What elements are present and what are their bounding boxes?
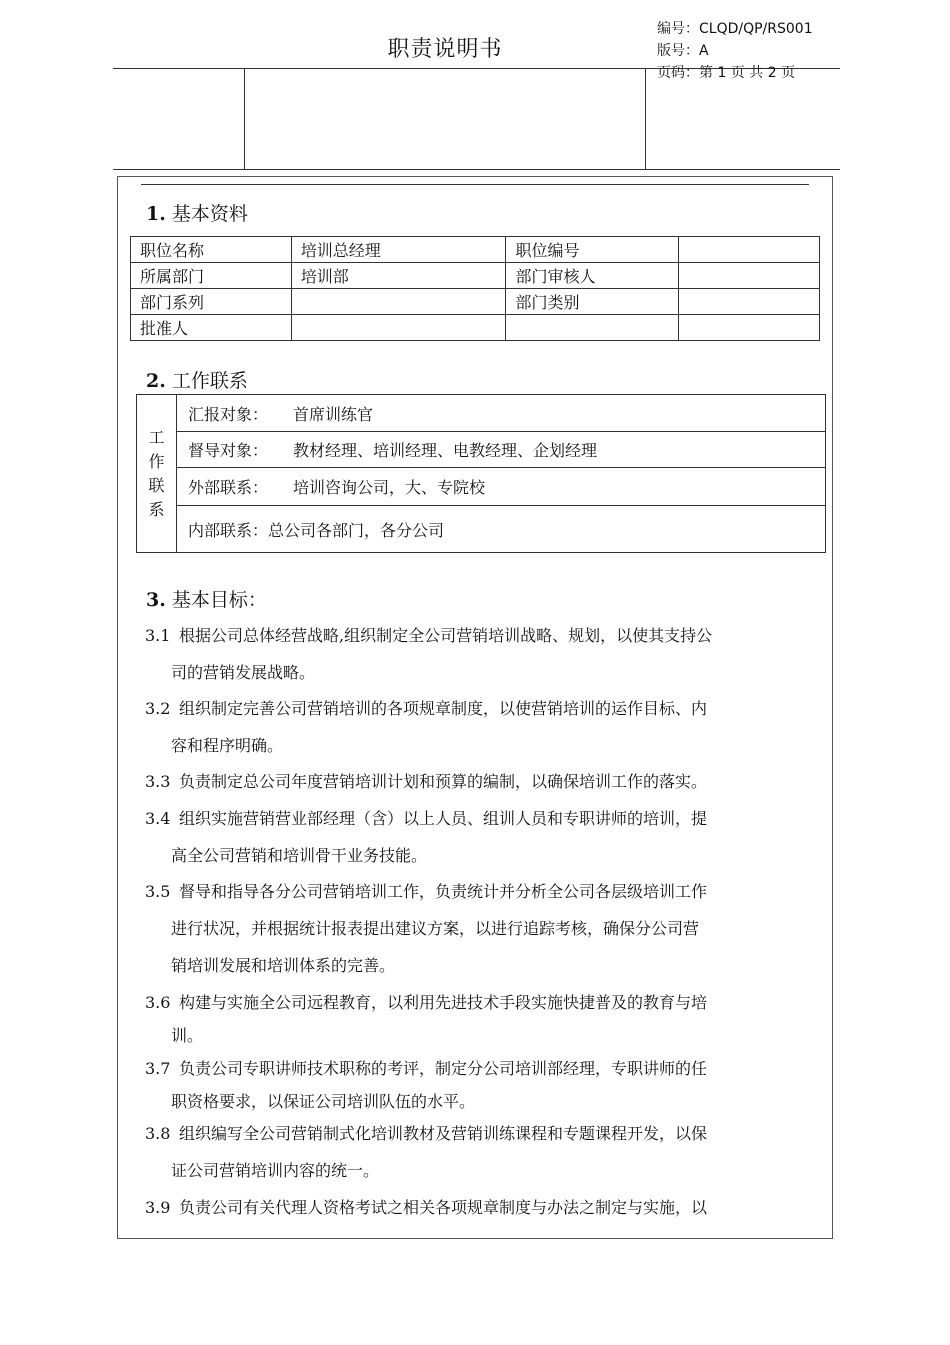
table-cell: 部门类别 — [506, 289, 679, 315]
objective-item — [145, 763, 811, 800]
contact-label: 内部联系： — [188, 520, 269, 540]
document-title: 职责说明书 — [387, 37, 503, 62]
contact-value: 首席训练官 — [293, 404, 374, 424]
objective-item — [145, 1189, 811, 1226]
table-row — [131, 315, 820, 341]
contact-row — [177, 468, 826, 506]
doc-number: 编号：CLQD/QP/RS001 — [657, 21, 813, 37]
contact-label: 汇报对象： — [188, 404, 269, 424]
section2-heading — [146, 366, 248, 393]
table-cell: 培训总经理 — [291, 237, 506, 263]
objective-number: 3.3 — [145, 772, 171, 791]
objective-text: 证公司营销培训内容的统一。 — [171, 1161, 380, 1180]
objective-item — [145, 984, 811, 1051]
contact-label: 外部联系： — [188, 478, 269, 497]
table-row — [137, 468, 826, 506]
table-row — [131, 289, 820, 315]
table-cell: 批准人 — [131, 315, 292, 341]
section2-title: 工作联系 — [171, 370, 248, 392]
objective-item — [145, 1050, 811, 1117]
objective-number: 3.7 — [145, 1059, 171, 1078]
objective-text: 督导和指导各分公司营销培训工作，负责统计并分析全公司各层级培训工作 — [179, 882, 708, 901]
section1-title: 基本资料 — [171, 203, 248, 225]
table-cell: 职位编号 — [506, 237, 679, 263]
table-cell: 培训部 — [291, 263, 506, 289]
objective-text: 构建与实施全公司远程教育，以利用先进技术手段实施快捷普及的教育与培 — [179, 993, 708, 1012]
table-row — [131, 237, 820, 263]
objective-text: 高全公司营销和培训骨干业务技能。 — [171, 846, 428, 865]
objective-text: 职资格要求，以保证公司培训队伍的水平。 — [171, 1092, 476, 1111]
objective-text: 组织制定完善公司营销培训的各项规章制度，以使营销培训的运作目标、内 — [179, 699, 708, 718]
objective-item — [145, 1115, 811, 1189]
objective-text: 销培训发展和培训体系的完善。 — [171, 956, 396, 975]
section1-heading — [146, 199, 248, 226]
objective-text: 负责公司有关代理人资格考试之相关各项规章制度与办法之制定与实施，以 — [179, 1198, 708, 1217]
section2-number: 2. — [146, 370, 166, 392]
basic-info-table — [130, 236, 820, 341]
table-cell — [291, 315, 506, 341]
table-row — [137, 432, 826, 468]
header-divider — [645, 69, 646, 169]
section3-title: 基本目标： — [171, 589, 267, 611]
objective-text: 组织编写全公司营销制式化培训教材及营销训练课程和专题课程开发，以保 — [179, 1124, 708, 1143]
objective-text: 训。 — [171, 1026, 204, 1045]
contact-value: 总公司各部门，各分公司 — [268, 520, 445, 540]
doc-version: 版号：A — [657, 43, 709, 59]
table-cell: 所属部门 — [131, 263, 292, 289]
contact-row — [177, 395, 826, 432]
doc-page: 页码：第 1 页 共 2 页 — [657, 65, 796, 81]
objective-number: 3.1 — [145, 626, 171, 645]
objective-item — [145, 617, 811, 691]
table-cell: 部门审核人 — [506, 263, 679, 289]
document-meta — [657, 18, 813, 84]
objective-text: 容和程序明确。 — [171, 736, 284, 755]
section1-number: 1. — [146, 203, 166, 225]
objective-text: 根据公司总体经营战略,组织制定全公司营销培训战略、规划，以使其支持公 — [179, 626, 713, 645]
section3-heading — [146, 585, 267, 612]
table-cell — [679, 263, 820, 289]
objective-number: 3.4 — [145, 809, 171, 828]
objective-number: 3.5 — [145, 882, 171, 901]
table-row — [137, 395, 826, 432]
table-cell: 职位名称 — [131, 237, 292, 263]
objective-item — [145, 800, 811, 874]
contact-row — [177, 432, 826, 468]
contact-value: 教材经理、培训经理、电教经理、企划经理 — [293, 441, 598, 460]
contact-side-label: 工 作 联 系 — [137, 395, 177, 553]
objective-number: 3.9 — [145, 1198, 171, 1217]
section3-number: 3. — [146, 589, 166, 611]
table-row — [131, 263, 820, 289]
objective-number: 3.6 — [145, 993, 171, 1012]
contact-table — [136, 394, 826, 553]
table-cell — [506, 315, 679, 341]
objective-text: 组织实施营销营业部经理（含）以上人员、组训人员和专职讲师的培训，提 — [179, 809, 708, 828]
contact-label: 督导对象： — [188, 441, 269, 460]
objective-number: 3.2 — [145, 699, 171, 718]
contact-value: 培训咨询公司，大、专院校 — [293, 478, 486, 497]
table-row — [137, 506, 826, 553]
table-cell: 部门系列 — [131, 289, 292, 315]
contact-row — [177, 506, 826, 553]
objective-text: 进行状况，并根据统计报表提出建议方案，以进行追踪考核，确保分公司营 — [171, 919, 700, 938]
objective-text: 负责公司专职讲师技术职称的考评，制定分公司培训部经理，专职讲师的任 — [179, 1059, 708, 1078]
top-rule — [141, 184, 809, 185]
table-cell — [679, 289, 820, 315]
objective-text: 司的营销发展战略。 — [171, 663, 316, 682]
table-cell — [679, 237, 820, 263]
objective-item — [145, 873, 811, 984]
objective-text: 负责制定总公司年度营销培训计划和预算的编制，以确保培训工作的落实。 — [179, 772, 708, 791]
table-cell — [679, 315, 820, 341]
objective-item — [145, 690, 811, 764]
table-cell — [291, 289, 506, 315]
objective-number: 3.8 — [145, 1124, 171, 1143]
